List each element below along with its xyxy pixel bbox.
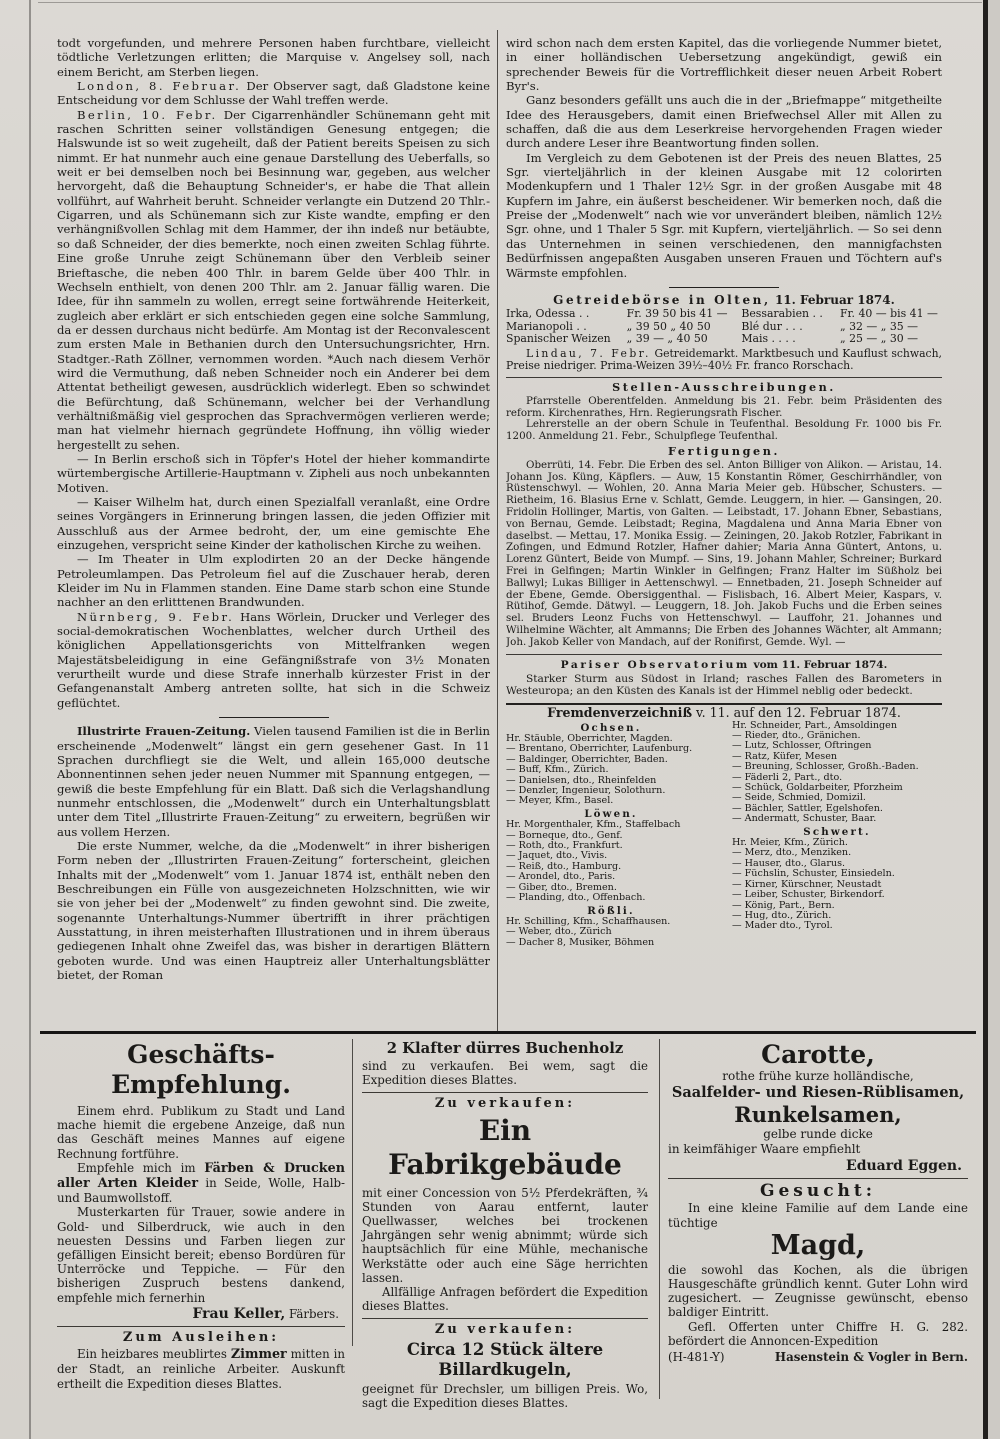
guest-entry: — Brentano, Oberrichter, Laufenburg. bbox=[506, 743, 693, 755]
signature-name: Eduard Eggen. bbox=[846, 1158, 962, 1174]
guest-entry: — König, Part., Bern. bbox=[732, 899, 835, 911]
guest-entry: — Planding, dto., Offenbach. bbox=[506, 892, 646, 904]
article-paragraph bbox=[57, 552, 490, 609]
ad-sublease-title: Zum Ausleihen: bbox=[122, 1330, 280, 1346]
feuilleton-list bbox=[57, 724, 490, 982]
guest-entry: Hr. Meier, Kfm., Zürich. bbox=[732, 837, 848, 849]
article-paragraph bbox=[57, 36, 490, 79]
guest-entry: — Jaquet, dto., Vivis. bbox=[506, 850, 608, 862]
grain-price: Fr. 39 50 bis 41 — bbox=[626, 307, 728, 321]
ad-seeds-offer: in keimfähiger Waare empfiehlt bbox=[668, 1142, 861, 1156]
article-paragraph bbox=[57, 452, 490, 495]
article-paragraph bbox=[57, 495, 490, 552]
ad-text-bold: Zimmer bbox=[230, 1347, 287, 1363]
grain-market-title bbox=[506, 294, 942, 307]
ad-maid-title: Magd, bbox=[770, 1229, 866, 1261]
agency-name: Hasenstein & Vogler in Bern. bbox=[774, 1350, 968, 1365]
guest-entry: — Weber, dto., Zürich bbox=[506, 926, 612, 938]
paris-observatory-section bbox=[506, 659, 942, 698]
paris-title bbox=[506, 659, 942, 671]
article-paragraph bbox=[506, 36, 942, 93]
section-rule-thin bbox=[506, 377, 942, 378]
paragraph-dateline: Nürnberg, 9. Febr. bbox=[77, 609, 235, 624]
ad-text: mitten in der Stadt, an reinliche Arbeiter. Auskunft ertheilt die Expedition dieses Blattes. bbox=[57, 1347, 345, 1391]
job-posting: Pfarrstelle Oberentfelden. Anmeldung bis 21. Febr. beim Präsidenten des reform. Kirchenrathes, Hrn. Regierungsrath Fischer. bbox=[506, 394, 942, 419]
paragraph-text: Die erste Nummer, welche, da die „Modenwelt“ in ihrer bisherigen Form neben der „Illustrirten Frauen-Zeitung“ forterscheint, gleichen Inhalts mit der „Modenwelt“ vom 1. Januar 1874 ist, enthält neben den Beschreibungen ein Fülle von ausgezeichneten Holzschnitten, wie wir sie von jeher bei der „Modenwelt“ zu finden gewohnt sind. Die zweite, sogenannte Unterhaltungs-Nummer übertrifft in ihrer prächtigen Ausstattung, in ihren meisterhaften Illustrationen und in ihrem überaus gediegenen Inhalt ohne Zweifel das, was bisher in derartigen Blättern geboten wurde. Und was einen Hauptreiz aller Unterhaltungsblätter bietet, der Roman bbox=[57, 838, 490, 982]
article-paragraph bbox=[506, 151, 942, 280]
grain-price: „ 25 — „ 30 — bbox=[839, 332, 919, 346]
hotel-guest-list bbox=[732, 721, 942, 825]
ad-text: Empfehle mich im bbox=[77, 1160, 205, 1175]
guest-entry: — Breuning, Schlosser, Großh.-Baden. bbox=[732, 761, 919, 773]
grain-price: „ 39 — „ 40 50 bbox=[626, 332, 708, 346]
paragraph-text: Der Cigarrenhändler Schünemann geht mit raschen Schritten seiner vollständigen Genesung entgegen; die Halswunde ist so weit zugeheilt, daß der Patient bereits Speisen zu sich nimmt. Er hat nunmehr auch eine genaue Darstellung des Ueberfalls, so weit er bei demselben noch bei Besinnung war, gegeben, aus welcher hervorgeht, daß die Behauptung Schneider's, er habe die That allein vollführt, auf Wahrheit beruht. Schneider verlangte ein Dutzend 20 Thlr.-Cigarren, und als Schünemann sich zur Kiste wandte, empfing er den verhängnißvollen Schlag mit dem Hammer, der ihn indeß nur betäubte, so daß Schneider, der dies bemerkte, noch einen zweiten Schlag führte. Eine große Unruhe zeigt Schünemann über den Verbleib seiner Brieftasche, die neben 400 Thlr. in barem Gelde über 400 Thlr. in Wechseln enthielt, von denen 200 Thlr. am 2. Januar fällig waren. Die Idee, für ihn sammeln zu wollen, erregt seine fortwährende Heiterkeit, zugleich aber erklärt er sich entschieden gegen eine solche Sammlung, da er dessen durchaus nicht bedürfe. Am Montag ist der Reconvalescent zum ersten Male in Bethanien durch den Untersuchungsrichter, Hrn. Stadtger.-Rath Zöllner, vernommen worden. *Auch nach diesem Verhör wird die Vermuthung, daß neben Schneider noch ein Anderer bei dem Attentat betheiligt gewesen, ausdrücklich widerlegt. Eben so schwindet die Befürchtung, daß Schünemann, welcher bei der Verhandlung verhältnißmäßig viel gesprochen das Sprachvermögen verlieren werde; man hat vielmehr hiernach gegründete Hoffnung, ihn völlig wieder hergestellt zu sehen. bbox=[57, 107, 490, 452]
ad-text: in Seide, Wolle, Halb- und Baumwollstoff. bbox=[57, 1176, 346, 1206]
ad-seeds-varieties: Saalfelder- und Riesen-Rüblisamen, bbox=[671, 1084, 965, 1101]
paragraph-dateline: London, 8. Februar. bbox=[77, 79, 242, 94]
grain-name: Spanischer Weizen bbox=[506, 332, 611, 346]
ad-code: (H-481-Y) bbox=[668, 1350, 725, 1365]
guest-entry: — Fäderli 2, Part., dto. bbox=[732, 771, 843, 783]
guest-entry: — Danielsen, dto., Rheinfelden bbox=[506, 774, 657, 786]
guest-entry: — Seide, Schmied, Domizil. bbox=[732, 792, 866, 804]
ad-signature bbox=[668, 1159, 962, 1173]
paragraph-text: wird schon nach dem ersten Kapitel, das die vorliegende Nummer bietet, in einer holländischen Uebersetzung angekündigt, gewiß ein sprechender Beweis für die Vortrefflichkeit dieser neuen Arbeit Robert Byr's. bbox=[506, 36, 942, 94]
fertigungen-title: Fertigungen. bbox=[667, 444, 781, 459]
guest-entry: — Mader dto., Tyrol. bbox=[732, 920, 833, 932]
ad-rule bbox=[668, 1178, 968, 1179]
ad-business-recommendation bbox=[57, 1040, 345, 1391]
paragraph-text: Getreidemarkt. Marktbesuch und Kauflust schwach, Preise niedriger. Prima-Weizen 39½–40½ Fr. franco Rorschach. bbox=[506, 346, 942, 372]
ad-column-right bbox=[668, 1040, 968, 1364]
guest-entry: — Rieder, dto., Gränichen. bbox=[732, 730, 861, 742]
paragraph-text: Ganz besonders gefällt uns auch die in der „Briefmappe“ mitgetheilte Idee des Herausgebers, damit einen Briefwechsel Aller mit Allen zu schaffen, daß die aus dem Leserkreise hervorgehenden Fragen wieder durch andere Leser ihre Beantwortung finden sollen. bbox=[506, 93, 942, 151]
article-paragraph bbox=[506, 93, 942, 150]
job-posting: Lehrerstelle an der obern Schule in Teufenthal. Besoldung Fr. 1000 bis Fr. 1200. Anmeldung 21. Febr., Schulpflege Teufenthal. bbox=[506, 418, 942, 443]
guest-entry: — Arondel, dto., Paris. bbox=[506, 871, 616, 883]
ad-column-divider-1 bbox=[352, 1039, 353, 1346]
grain-name: Bessarabien . . bbox=[741, 307, 823, 321]
ad-paragraph: Gefl. Offerten unter Chiffre H. G. 282. befördert die Annoncen-Expedition bbox=[668, 1319, 968, 1348]
ad-paragraph: sind zu verkaufen. Bei wem, sagt die Expedition dieses Blattes. bbox=[362, 1059, 648, 1088]
guest-entry: — Meyer, Kfm., Basel. bbox=[506, 795, 614, 807]
ad-paragraph: In eine kleine Familie auf dem Lande eine tüchtige bbox=[668, 1201, 968, 1230]
ad-wanted-title: Gesucht: bbox=[759, 1181, 877, 1202]
ad-forsale-title: Zu verkaufen: bbox=[434, 1322, 576, 1338]
paragraph-text: Im Vergleich zu dem Gebotenen ist der Preis des neuen Blattes, 25 Sgr. vierteljährlich in der kleinen Ausgabe mit 12 colorirten Modenkupfern und 1 Thaler 12½ Sgr. in der großen Ausgabe mit 48 Kupfern im Jahre, ein äußerst bescheidener. Wir bemerken noch, daß die Preise der „Modenwelt“ nach wie vor unverändert bleiben, nämlich 12½ Sgr. ohne, und 1 Thaler 5 Sgr. mit Kupfern, vierteljährlich. — So sei denn das Unternehmen in seinen verschiedenen, den mannigfachsten Bedürfnissen angepaßten Ausgaben unseren Frauen und Töchtern auf's Wärmste empfohlen. bbox=[506, 150, 942, 280]
grain-price: Fr. 40 — bis 41 — bbox=[839, 307, 938, 321]
grain-price: „ 39 50 „ 40 50 bbox=[626, 319, 711, 333]
news-article-list bbox=[506, 36, 942, 280]
fertigungen-text: Oberrüti, 14. Febr. Die Erben des sel. Anton Billiger von Alikon. — Aristau, 14. Johann Jos. Küng, Käpflers. — Auw, 15 Konstantin Römer, Geschirrhändler, von Rüstenschwyl. — Wohlen, 20. Anna Maria Meier geb. Hübscher, Schusters. — Rietheim, 16. Blasius Erne v. Schlatt, Gemde. Leuggern, in hier. — Gansingen, 20. Fridolin Hollinger, Martis, von Galten. — Leibstadt, 17. Johann Ebner, Sebastians, von Bernau, Gemde. Leibstadt; Regina, Magdalena und Anna Maria Ebner von daselbst. — Mettau, 17. Monika Essig. — Zeiningen, 20. Jakob Rotzler, Fabrikant in Zofingen, und Edmund Rotzler, Hafner dahier; Maria Anna Güntert, Antons, u. Lorenz Güntert, Beide von Mumpf. — Sins, 19. Johann Mahler, Schreiner; Burkard Frei in Gelfingen; Martin Winkler in Gelfingen; Franz Halter im Süßholz bei Ballwyl; Lukas Billiger in Aettenschwyl. — Ennetbaden, 21. Joseph Schneider auf der Ebene, Gemde. Obersiggenthal. — Fislisbach, 16. Albert Meier, Kaspars, v. Rütihof, Gemde. Dätwyl. — Leuggern, 18. Joh. Jakob Fuchs und die Erben seines sel. Bruders Leonz Fuchs von Hettenschwyl. — Lauffohr, 21. Johannes und Wilhelmine Wächter, alt Ammanns; Die Erben des Johannes Wächter, alt Ammann; Joh. Jakob Keller von Mandach, auf der Ronifirst, Gemde. Wyl. — bbox=[506, 458, 942, 648]
ad-text: Ein heizbares meublirtes bbox=[77, 1347, 231, 1362]
guest-entry: Hr. Morgenthaler, Kfm., Staffelbach bbox=[506, 819, 681, 831]
paragraph-text: todt vorgefunden, und mehrere Personen haben furchtbare, vielleicht tödtliche Verletzungen erlitten; die Marquise v. Angelsey soll, nach einem Bericht, am Sterben liegen. bbox=[57, 36, 490, 79]
ad-seeds-title: Carotte, bbox=[761, 1040, 875, 1069]
guest-entry: — Hauser, dto., Glarus. bbox=[732, 857, 846, 869]
guest-entry: — Kirner, Kürschner, Neustadt bbox=[732, 878, 882, 890]
paragraph-dateline: Berlin, 10. Febr. bbox=[77, 107, 218, 122]
hotel-guest-list bbox=[506, 917, 716, 948]
grain-name: Blé dur . . . bbox=[741, 319, 803, 333]
guest-entry: — Füchslin, Schuster, Einsiedeln. bbox=[732, 868, 895, 880]
guest-entry: — Ratz, Küfer, Mesen bbox=[732, 750, 838, 762]
ad-rule bbox=[57, 1326, 345, 1327]
guest-list-section bbox=[506, 705, 942, 948]
section-rule-thin bbox=[506, 654, 942, 655]
ad-paragraph: die sowohl das Kochen, als die übrigen Hausgeschäfte gründlich kennt. Guter Lohn wird zugesichert. — Zeugnisse gewünscht, ebenso baldiger Eintritt. bbox=[668, 1262, 968, 1320]
paris-title-date: vom 11. Februar 1874. bbox=[749, 658, 888, 671]
ad-firewood-title: 2 Klafter dürres Buchenholz bbox=[386, 1040, 624, 1057]
hotel-name-heading: Schwert. bbox=[803, 825, 871, 838]
article-paragraph bbox=[57, 610, 490, 710]
news-column-left bbox=[57, 36, 490, 1030]
paragraph-text: Hans Wörlein, Drucker und Verleger des social-demokratischen Wochenblattes, welcher durch Urtheil des königlichen Appellationsgerichts von Mittelfranken wegen Majestätsbeleidigung in eine Gefängnißstrafe von 3½ Monaten verurtheilt wurde und diese Strafe innerhalb kürzester Frist in der Gefangenanstalt Amberg antreten sollte, hat sich in die Schweiz geflüchtet. bbox=[57, 609, 490, 710]
ad-seeds-subtitle: rothe frühe kurze holländische, bbox=[722, 1069, 914, 1083]
hotel-name-heading: Ochsen. bbox=[580, 721, 642, 734]
guest-entry: — Giber, dto., Bremen. bbox=[506, 881, 617, 893]
ad-factory-title: Ein Fabrikgebäude bbox=[388, 1113, 622, 1181]
news-article-list bbox=[57, 36, 490, 710]
paragraph-dateline: Lindau, 7. Febr. bbox=[526, 346, 651, 360]
guest-title-date: v. 11. auf den 12. Februar 1874. bbox=[692, 705, 901, 721]
ad-seeds-runkel: Runkelsamen, bbox=[734, 1102, 902, 1127]
guest-title-main: Fremdenverzeichniß bbox=[547, 705, 693, 721]
paragraph-text: — Kaiser Wilhelm hat, durch einen Spezialfall veranlaßt, eine Ordre seines Vorgängers in Erinnerung bringen lassen, die jeden Offizier mit Ausschluß aus der Armee bedroht, der, um eine gemischte Ehe einzugehen, verspricht seine Kinder der katholischen Kirche zu weihen. bbox=[57, 495, 490, 553]
ad-text-bold: Färben & Drucken aller Arten Kleider bbox=[57, 1160, 345, 1192]
section-separator bbox=[669, 287, 779, 288]
top-rule bbox=[38, 2, 982, 3]
grain-name: Marianopoli . . bbox=[506, 319, 587, 333]
grain-price: „ 32 — „ 35 — bbox=[839, 319, 919, 333]
ad-paragraph: Musterkarten für Trauer, sowie andere in Gold- und Silberdruck, wie auch in den neuesten Dessins und Farben liegen zur gefälligen Einsicht bereit; ebenso Bordüren für Unterröcke und Teppiche. — Für den bisherigen Zuspruch bestens dankend, empfehle mich fernerhin bbox=[57, 1205, 345, 1305]
grain-name: Irka, Odessa . . bbox=[506, 307, 590, 321]
hotel-name-heading: Löwen. bbox=[584, 807, 638, 820]
signature-name: Frau Keller, bbox=[192, 1305, 286, 1322]
ad-paragraph bbox=[57, 1161, 345, 1206]
news-column-right bbox=[506, 36, 942, 1030]
grain-name: Mais . . . . bbox=[741, 332, 796, 346]
grain-market-section bbox=[506, 294, 942, 372]
ad-forsale-title: Zu verkaufen: bbox=[434, 1096, 576, 1112]
article-paragraph bbox=[57, 79, 490, 108]
hotel-guest-list bbox=[506, 734, 716, 807]
left-margin-line bbox=[29, 0, 31, 1439]
paragraph-text: — Im Theater in Ulm explodirten 20 an der Decke hängende Petroleumlampen. Das Petroleum fiel auf die Zuschauer herab, deren Kleider im Nu in Flammen standen. Eine Dame starb schon eine Stunde nachher an den erlitttenen Brandwunden. bbox=[57, 552, 490, 610]
guest-list-title bbox=[506, 705, 942, 721]
ad-rule bbox=[362, 1092, 648, 1093]
paragraph-text: Der Observer sagt, daß Gladstone keine Entscheidung vor dem Schlusse der Wahl treffen werde. bbox=[57, 79, 490, 108]
paris-title-main: Pariser Observatorium bbox=[560, 658, 750, 671]
grain-title-spaced: Getreidebörse in Olten, bbox=[553, 292, 771, 307]
guest-entry: Hr. Stäuble, Oberrichter, Magden. bbox=[506, 733, 673, 745]
agency-line bbox=[668, 1350, 968, 1364]
paragraph-text: Vielen tausend Familien ist die in Berlin erscheinende „Modenwelt“ längst ein gern gesehener Gast. In 11 Sprachen durchfliegt sie die Welt, und allein 165,000 deutsche Abonnentinnen sehen jeder neuen Nummer mit Spannung entgegen, — gewiß die beste Empfehlung für ein Blatt. Daß sich die Verlagshandlung nunmehr entschlossen, die „Modenwelt“ durch ein Unterhaltungsblatt unter dem Titel „Illustrirte Frauen-Zeitung“ zu erweitern, begrüßen wir aus vollem Herzen. bbox=[57, 724, 490, 839]
guest-entry: — Dacher 8, Musiker, Böhmen bbox=[506, 936, 655, 948]
column-divider bbox=[497, 30, 498, 1032]
ad-rule bbox=[362, 1318, 648, 1319]
guest-list-column-1 bbox=[506, 721, 716, 949]
guest-entry: — Hug, dto., Zürich. bbox=[732, 909, 832, 921]
guest-entry: — Bächler, Sattler, Egelshofen. bbox=[732, 802, 883, 814]
ad-paragraph: Einem ehrd. Publikum zu Stadt und Land mache hiemit die ergebene Anzeige, daß nun das Geschäft meines Mannes auf eigene Rechnung fortführe. bbox=[57, 1104, 345, 1161]
hotel-guest-list bbox=[732, 838, 942, 932]
weather-report: Starker Sturm aus Südost in Irland; rasches Fallen des Barometers in Westeuropa; an den Küsten des Kanals ist der Himmel neblig oder bedeckt. bbox=[506, 672, 942, 697]
ad-paragraph bbox=[57, 1347, 345, 1391]
guest-list-columns bbox=[506, 721, 942, 949]
grain-title-date: 11. Februar 1874. bbox=[770, 292, 895, 307]
ad-signature bbox=[57, 1307, 339, 1321]
guest-entry: — Lutz, Schlosser, Oftringen bbox=[732, 740, 872, 752]
ad-paragraph: mit einer Concession von 5½ Pferdekräften, ¾ Stunden von Aarau entfernt, lauter Quellwasser, welches bei trockenen Jahrgängen sehr wenig abnimmt; würde sich hauptsächlich für eine Mühle, mechanische Werkstätte oder auch eine Säge herrichten lassen. bbox=[362, 1185, 648, 1285]
guest-list-column-2 bbox=[732, 721, 942, 949]
guest-entry: Hr. Schilling, Kfm., Schaffhausen. bbox=[506, 915, 671, 927]
guest-entry: — Borneque, dto., Genf. bbox=[506, 829, 623, 841]
ad-column-middle bbox=[362, 1040, 648, 1410]
ad-billiard-title: Circa 12 Stück ältere Billardkugeln, bbox=[406, 1339, 604, 1379]
hotel-guest-list bbox=[506, 820, 716, 903]
signature-suffix: Färbers. bbox=[285, 1306, 339, 1321]
ad-paragraph: geeignet für Drechsler, um billigen Preis. Wo, sagt die Expedition dieses Blattes. bbox=[362, 1381, 648, 1410]
guest-entry: — Roth, dto., Frankfurt. bbox=[506, 840, 623, 852]
section-separator bbox=[219, 717, 329, 718]
article-paragraph bbox=[57, 108, 490, 452]
guest-entry: — Reiß, dto., Hamburg. bbox=[506, 860, 622, 872]
guest-entry: Hr. Schneider, Part., Amsoldingen bbox=[732, 719, 898, 731]
ad-seeds-description: gelbe runde dicke bbox=[763, 1127, 873, 1141]
grain-price-row bbox=[506, 308, 942, 320]
jobs-title: Stellen-Ausschreibungen. bbox=[612, 380, 836, 395]
paragraph-lead-bold: Illustrirte Frauen-Zeitung. bbox=[77, 724, 251, 739]
grain-price-table bbox=[506, 308, 942, 345]
section-rule bbox=[40, 1031, 976, 1034]
guest-entry: — Leiber, Schuster, Birkendorf. bbox=[732, 889, 885, 901]
guest-entry: — Denzler, Ingenieur, Solothurn. bbox=[506, 785, 666, 797]
right-edge-paper bbox=[988, 0, 1000, 1439]
article-paragraph bbox=[57, 839, 490, 982]
guest-entry: — Andermatt, Schuster, Baar. bbox=[732, 813, 877, 825]
guest-entry: — Baldinger, Oberrichter, Baden. bbox=[506, 753, 668, 765]
right-edge-band bbox=[983, 0, 988, 1439]
guest-entry: — Buff, Kfm., Zürich. bbox=[506, 764, 609, 776]
grain-price-row bbox=[506, 333, 942, 345]
guest-entry: — Merz, dto., Menziken. bbox=[732, 847, 852, 859]
article-paragraph bbox=[57, 724, 490, 839]
hotel-name-heading: Rößli. bbox=[587, 904, 635, 917]
fertigungen-section bbox=[506, 446, 942, 649]
ad-title: Geschäfts-Empfehlung. bbox=[111, 1040, 291, 1099]
ad-paragraph: Allfällige Anfragen befördert die Expedition dieses Blattes. bbox=[362, 1285, 648, 1314]
paragraph-text: — In Berlin erschoß sich in Töpfer's Hotel der hieher kommandirte würtembergische Artillerie-Hauptmann v. Zipheli aus noch unbekannten Motiven. bbox=[57, 451, 490, 495]
guest-entry: — Schück, Goldarbeiter, Pforzheim bbox=[732, 782, 903, 794]
jobs-section bbox=[506, 382, 942, 443]
ad-column-divider-2 bbox=[659, 1039, 660, 1399]
market-report-paragraph bbox=[506, 348, 942, 372]
